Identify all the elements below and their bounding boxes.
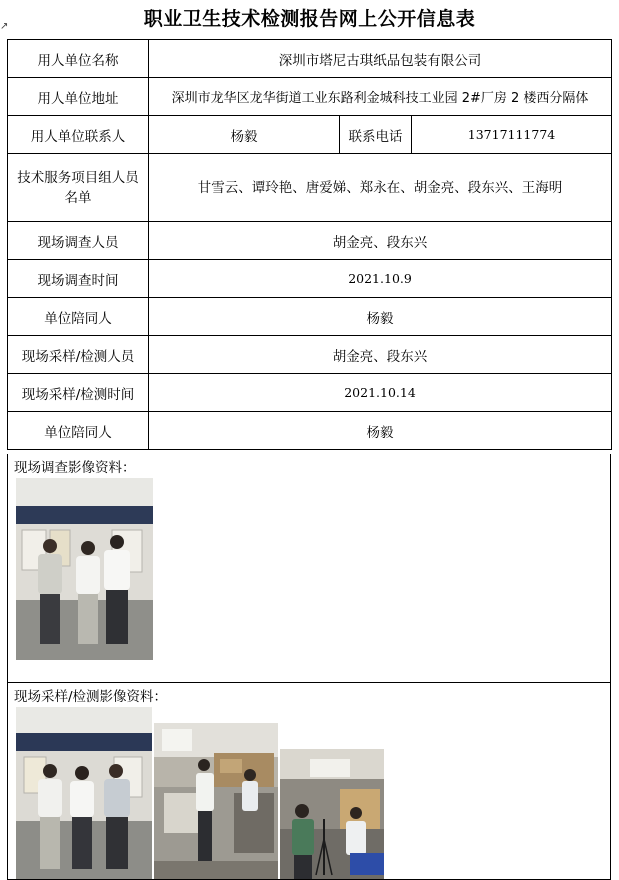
corner-arrow-icon: ↗ bbox=[0, 21, 9, 32]
phone-label: 联系电话 bbox=[340, 116, 412, 154]
table-row bbox=[8, 412, 612, 450]
survey-escort-label: 单位陪同人 bbox=[8, 298, 149, 336]
table-row bbox=[8, 336, 612, 374]
employer-address-value: 深圳市龙华区龙华街道工业东路利金城科技工业园 2#厂房 2 楼西分隔体 bbox=[149, 78, 612, 116]
survey-time-label: 现场调查时间 bbox=[8, 260, 149, 298]
table-row bbox=[8, 78, 612, 116]
survey-photos-label: 现场调查影像资料： bbox=[14, 460, 136, 476]
info-table bbox=[7, 39, 612, 450]
sampling-escort-value: 杨毅 bbox=[149, 412, 612, 450]
sampling-photo-equipment bbox=[280, 749, 384, 879]
phone-value: 13717111774 bbox=[412, 116, 612, 154]
sampling-staff-label: 现场采样/检测人员 bbox=[8, 336, 149, 374]
table-row bbox=[8, 260, 612, 298]
table-row bbox=[8, 298, 612, 336]
survey-staff-label: 现场调查人员 bbox=[8, 222, 149, 260]
employer-name-label: 用人单位名称 bbox=[8, 40, 149, 78]
survey-escort-value: 杨毅 bbox=[149, 298, 612, 336]
employer-address-label: 用人单位地址 bbox=[8, 78, 149, 116]
contact-value: 杨毅 bbox=[149, 116, 340, 154]
sampling-photos-label: 现场采样/检测影像资料： bbox=[14, 689, 168, 705]
team-label: 技术服务项目组人员名单 bbox=[8, 154, 149, 222]
table-row bbox=[8, 40, 612, 78]
contact-label: 用人单位联系人 bbox=[8, 116, 149, 154]
sampling-photo-workshop bbox=[154, 723, 278, 879]
employer-name-value: 深圳市塔尼古琪纸品包装有限公司 bbox=[149, 40, 612, 78]
sampling-time-label: 现场采样/检测时间 bbox=[8, 374, 149, 412]
sampling-staff-value: 胡金亮、段东兴 bbox=[149, 336, 612, 374]
team-value: 甘雪云、谭玲艳、唐爱娣、郑永在、胡金亮、段东兴、王海明 bbox=[149, 154, 612, 222]
survey-photos-section bbox=[7, 454, 611, 683]
survey-time-value: 2021.10.9 bbox=[149, 260, 612, 298]
sampling-escort-label: 单位陪同人 bbox=[8, 412, 149, 450]
table-row bbox=[8, 116, 612, 154]
survey-photo bbox=[16, 478, 153, 660]
page-title: 职业卫生技术检测报告网上公开信息表 bbox=[143, 8, 476, 30]
sampling-time-value: 2021.10.14 bbox=[149, 374, 612, 412]
sampling-photos-section bbox=[7, 682, 611, 880]
sampling-photo-group bbox=[16, 707, 152, 879]
table-row bbox=[8, 154, 612, 222]
table-row bbox=[8, 222, 612, 260]
survey-staff-value: 胡金亮、段东兴 bbox=[149, 222, 612, 260]
table-row bbox=[8, 374, 612, 412]
